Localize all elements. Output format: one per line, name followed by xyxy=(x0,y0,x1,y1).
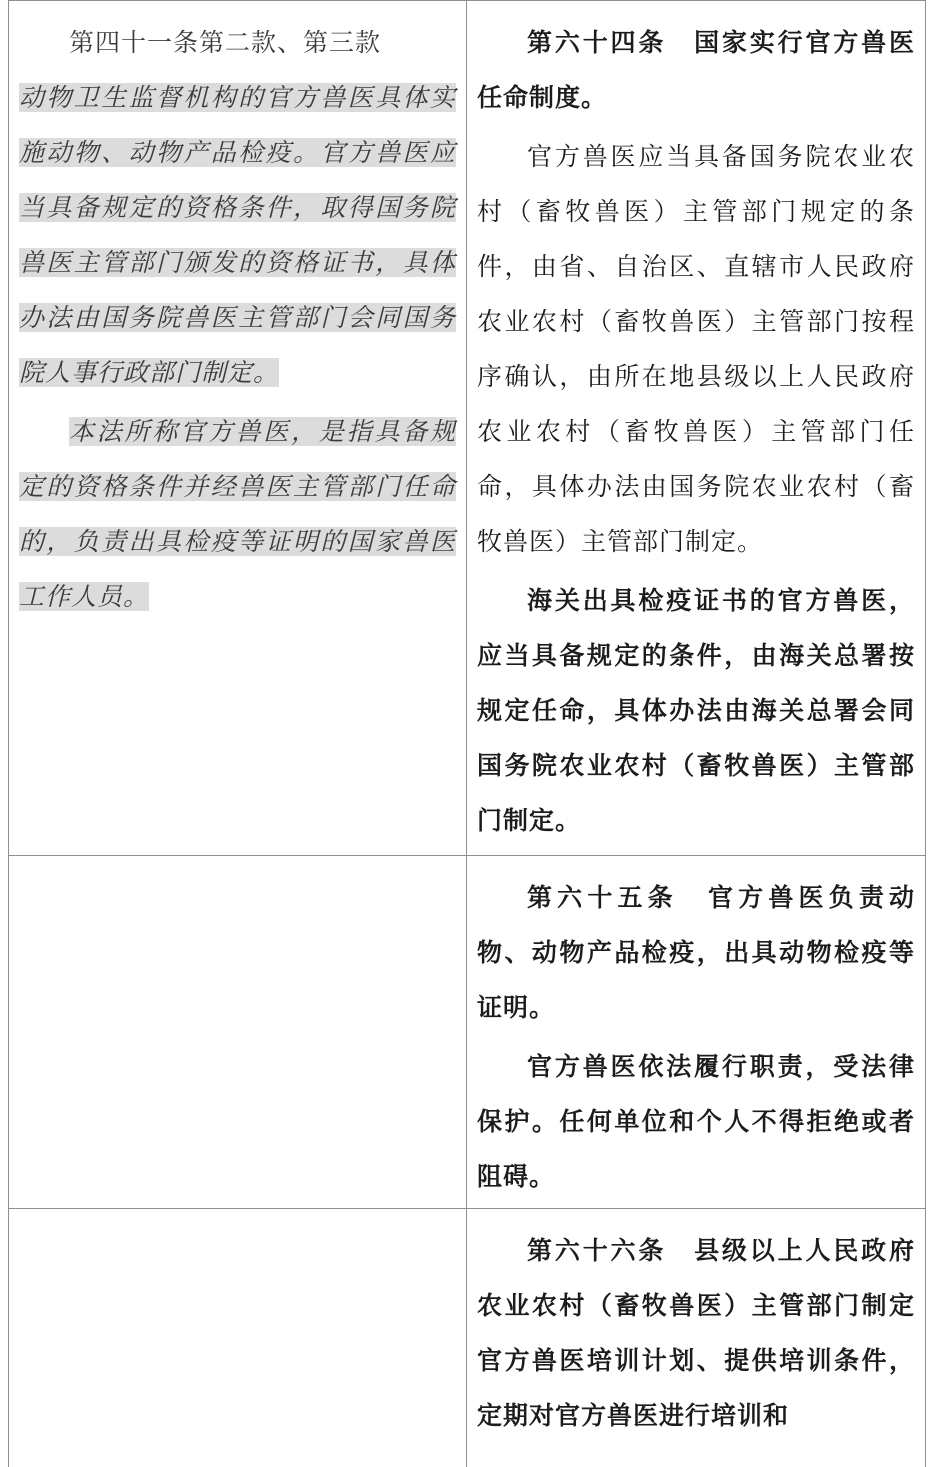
highlighted-text: 动物卫生监督机构的官方兽医具体实施动物、动物产品检疫。官方兽医应当具备规定的资格条件，取得国务院兽医主管部门颁发的资格证书，具体办法由国务院兽医主管部门会同国务院人事行政部门制定。 xyxy=(19,83,456,387)
new-article-paragraph: 官方兽医依法履行职责，受法律保护。任何单位和个人不得拒绝或者阻碍。 xyxy=(477,1039,915,1204)
highlighted-text: 本法所称官方兽医，是指具备规定的资格条件并经兽医主管部门任命的，负责出具检疫等证明的国家兽医工作人员。 xyxy=(19,417,456,611)
new-article-cell xyxy=(467,1,926,856)
new-article-paragraph: 官方兽医应当具备国务院农业农村（畜牧兽医）主管部门规定的条件，由省、自治区、直辖市人民政府农业农村（畜牧兽医）主管部门按程序确认，由所在地县级以上人民政府农业农村（畜牧兽医）主管部门任命，具体办法由国务院农业农村（畜牧兽医）主管部门制定。 xyxy=(477,129,915,569)
new-article-paragraph: 第六十六条 县级以上人民政府农业农村（畜牧兽医）主管部门制定官方兽医培训计划、提供培训条件，定期对官方兽医进行培训和 xyxy=(477,1223,915,1443)
old-article-cell-empty xyxy=(9,1209,467,1467)
table-row xyxy=(9,1,926,856)
table-row xyxy=(9,1209,926,1467)
old-article-paragraph xyxy=(19,404,456,624)
new-article-paragraph: 海关出具检疫证书的官方兽医，应当具备规定的条件，由海关总署按规定任命，具体办法由海关总署会同国务院农业农村（畜牧兽医）主管部门制定。 xyxy=(477,573,915,848)
old-article-cell xyxy=(9,1,467,856)
table-row xyxy=(9,856,926,1209)
old-article-cell-empty xyxy=(9,856,467,1209)
new-article-cell xyxy=(467,1209,926,1467)
law-comparison-table xyxy=(8,0,926,1467)
old-article-paragraph xyxy=(19,70,456,400)
new-article-paragraph: 第六十五条 官方兽医负责动物、动物产品检疫，出具动物检疫等证明。 xyxy=(477,870,915,1035)
old-article-heading: 第四十一条第二款、第三款 xyxy=(19,15,456,70)
new-article-cell xyxy=(467,856,926,1209)
new-article-paragraph: 第六十四条 国家实行官方兽医任命制度。 xyxy=(477,15,915,125)
